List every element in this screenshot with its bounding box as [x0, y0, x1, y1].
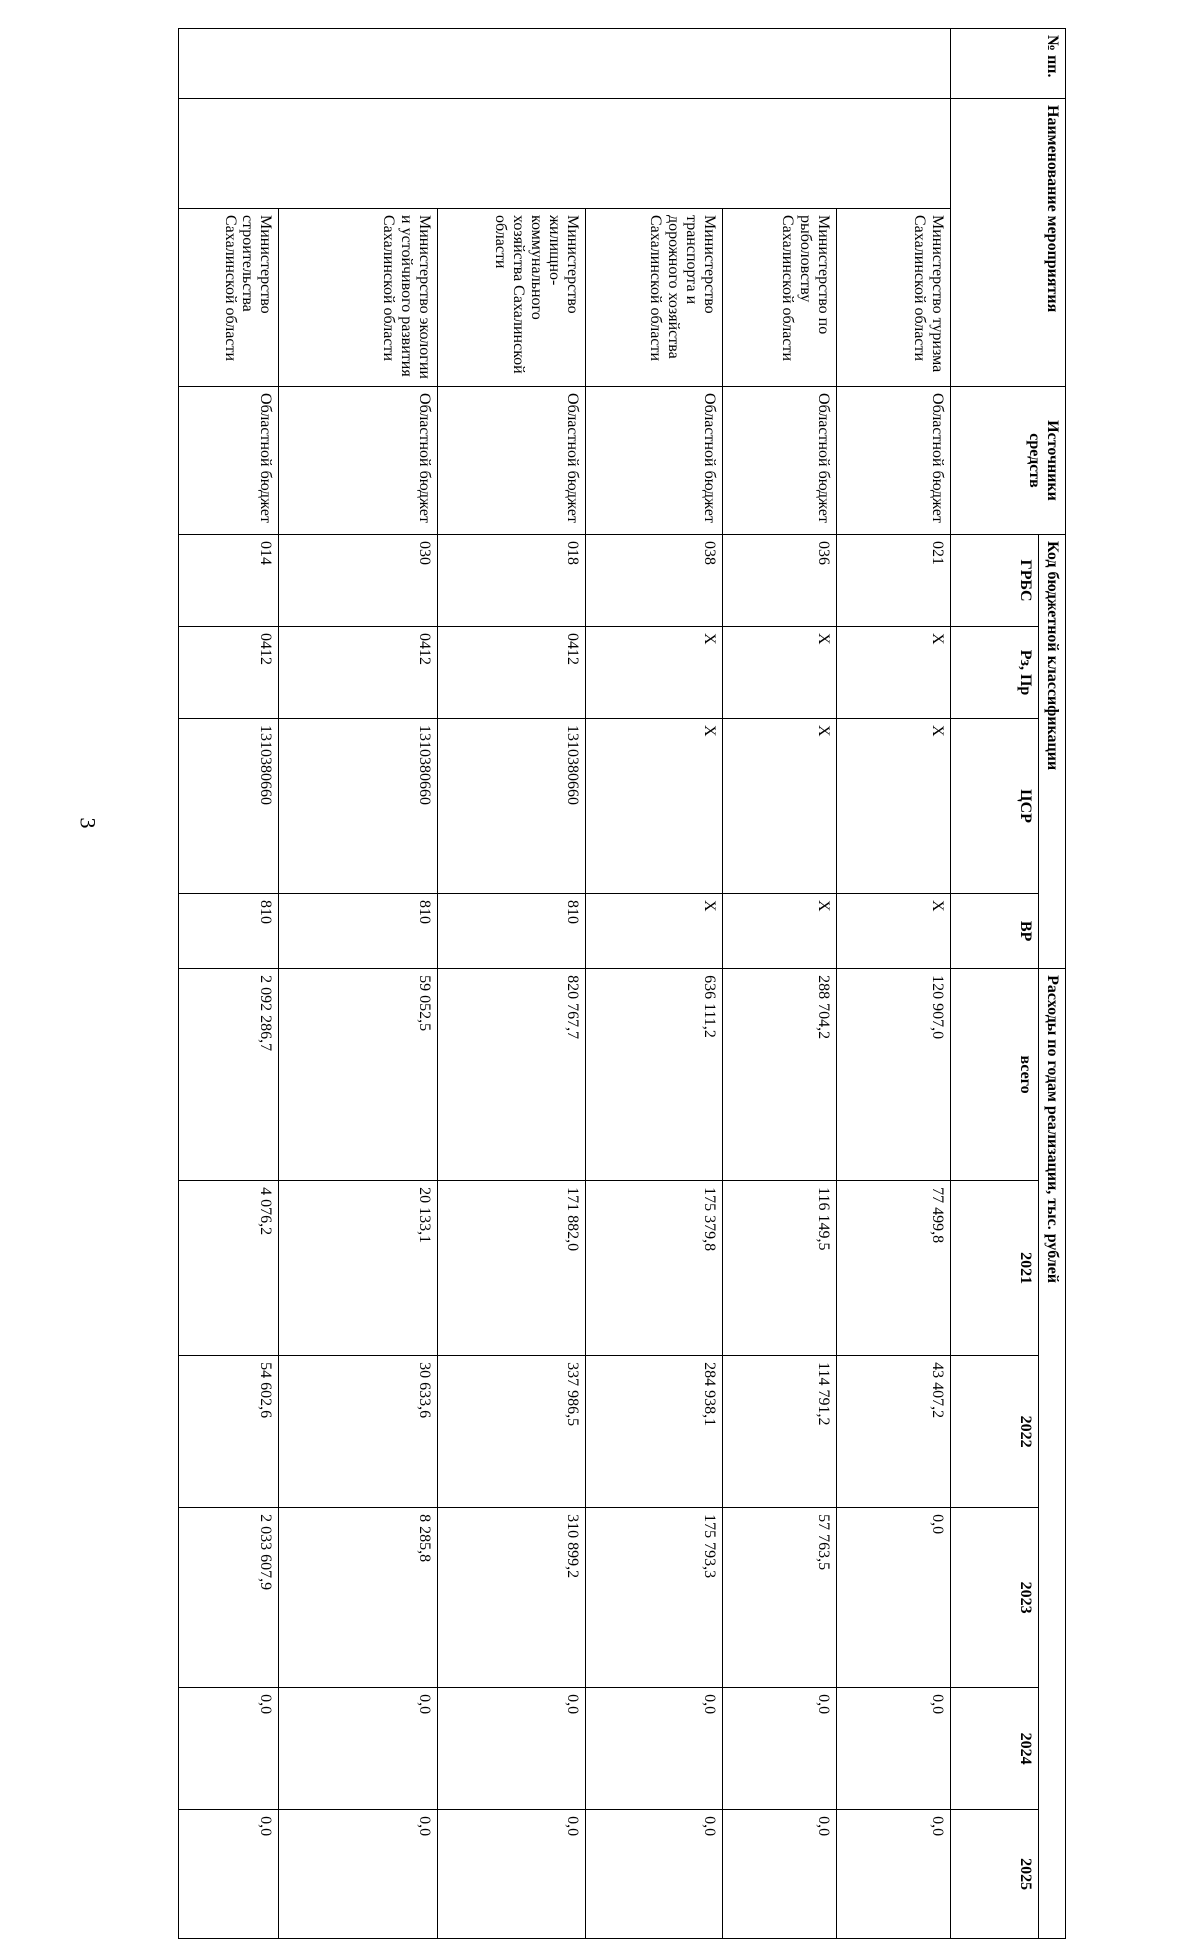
header-grbs: ГРБС: [951, 535, 1039, 627]
cell-vr: 810: [179, 894, 279, 969]
cell-2023: 57 763,5: [722, 1508, 836, 1688]
cell-rzpr: 0412: [279, 627, 437, 719]
cell-2021: 20 133,1: [279, 1181, 437, 1356]
cell-2022: 30 633,6: [279, 1356, 437, 1508]
cell-vr: X: [585, 894, 722, 969]
cell-2025: 0,0: [585, 1810, 722, 1939]
table-rotated-wrapper: [178, 28, 1066, 1891]
table-row: [837, 29, 951, 1939]
cell-vr: X: [722, 894, 836, 969]
cell-rzpr: X: [585, 627, 722, 719]
header-csr: ЦСР: [951, 719, 1039, 894]
header-no: № пп.: [951, 29, 1066, 99]
cell-ministry: Министерство по рыболовству Сахалинской области: [722, 209, 836, 387]
cell-rzpr: 0412: [437, 627, 585, 719]
cell-2025: 0,0: [722, 1810, 836, 1939]
cell-2024: 0,0: [585, 1688, 722, 1810]
cell-source: Областной бюджет: [437, 387, 585, 535]
header-2023: 2023: [951, 1508, 1039, 1688]
header-2022: 2022: [951, 1356, 1039, 1508]
table-row: [585, 29, 722, 1939]
cell-2024: 0,0: [722, 1688, 836, 1810]
cell-source: Областной бюджет: [279, 387, 437, 535]
cell-2022: 284 938,1: [585, 1356, 722, 1508]
cell-rzpr: 0412: [179, 627, 279, 719]
cell-grbs: 030: [279, 535, 437, 627]
cell-2023: 2 033 607,9: [179, 1508, 279, 1688]
cell-2025: 0,0: [437, 1810, 585, 1939]
header-2025: 2025: [951, 1810, 1039, 1939]
cell-2025: 0,0: [179, 1810, 279, 1939]
cell-ministry: Министерство экологии и устойчивого развития Сахалинской области: [279, 209, 437, 387]
cell-2022: 337 986,5: [437, 1356, 585, 1508]
cell-rzpr: X: [722, 627, 836, 719]
cell-2021: 116 149,5: [722, 1181, 836, 1356]
cell-vr: X: [837, 894, 951, 969]
cell-2023: 8 285,8: [279, 1508, 437, 1688]
cell-2021: 175 379,8: [585, 1181, 722, 1356]
cell-csr: 1310380660: [437, 719, 585, 894]
cell-total: 820 767,7: [437, 969, 585, 1181]
cell-2024: 0,0: [837, 1688, 951, 1810]
cell-csr: 1310380660: [179, 719, 279, 894]
cell-vr: 810: [437, 894, 585, 969]
cell-total: 2 092 286,7: [179, 969, 279, 1181]
cell-vr: 810: [279, 894, 437, 969]
cell-csr: X: [722, 719, 836, 894]
cell-total: 120 907,0: [837, 969, 951, 1181]
budget-table: [178, 28, 1066, 1939]
header-code-group: Код бюджетной классификации: [1039, 535, 1066, 969]
cell-2021: 77 499,8: [837, 1181, 951, 1356]
cell-2025: 0,0: [837, 1810, 951, 1939]
cell-ministry: Министерство строительства Сахалинской области: [179, 209, 279, 387]
table-row: [722, 29, 836, 1939]
header-exp-group: Расходы по годам реализации, тыс. рублей: [1039, 969, 1066, 1939]
cell-total: 288 704,2: [722, 969, 836, 1181]
cell-2022: 43 407,2: [837, 1356, 951, 1508]
cell-grbs: 014: [179, 535, 279, 627]
cell-csr: 1310380660: [279, 719, 437, 894]
cell-csr: X: [837, 719, 951, 894]
cell-no: [179, 29, 951, 99]
cell-2024: 0,0: [437, 1688, 585, 1810]
cell-2021: 4 076,2: [179, 1181, 279, 1356]
cell-2022: 54 602,6: [179, 1356, 279, 1508]
cell-ministry: Министерство туризма Сахалинской области: [837, 209, 951, 387]
cell-rzpr: X: [837, 627, 951, 719]
cell-total: 59 052,5: [279, 969, 437, 1181]
header-2021: 2021: [951, 1181, 1039, 1356]
table-row: [437, 29, 585, 1939]
cell-source: Областной бюджет: [179, 387, 279, 535]
cell-2025: 0,0: [279, 1810, 437, 1939]
table-row: [279, 29, 437, 1939]
cell-grbs: 021: [837, 535, 951, 627]
header-source: Источники средств: [951, 387, 1066, 535]
page-number: 3: [75, 817, 101, 829]
cell-2024: 0,0: [179, 1688, 279, 1810]
cell-total: 636 111,2: [585, 969, 722, 1181]
header-rzpr: Рз, Пр: [951, 627, 1039, 719]
header-vr: ВР: [951, 894, 1039, 969]
table-rotated: [178, 28, 1066, 1891]
cell-2021: 171 882,0: [437, 1181, 585, 1356]
cell-csr: X: [585, 719, 722, 894]
table-row: [179, 29, 279, 1939]
cell-source: Областной бюджет: [837, 387, 951, 535]
cell-2023: 175 793,3: [585, 1508, 722, 1688]
cell-2023: 310 899,2: [437, 1508, 585, 1688]
cell-grbs: 018: [437, 535, 585, 627]
header-total: всего: [951, 969, 1039, 1181]
cell-grbs: 038: [585, 535, 722, 627]
header-2024: 2024: [951, 1688, 1039, 1810]
cell-ministry: Министерство жилищно-коммунального хозяйства Сахалинской области: [437, 209, 585, 387]
cell-measure-name: [179, 99, 951, 209]
cell-source: Областной бюджет: [585, 387, 722, 535]
cell-2024: 0,0: [279, 1688, 437, 1810]
cell-2023: 0,0: [837, 1508, 951, 1688]
cell-source: Областной бюджет: [722, 387, 836, 535]
cell-ministry: Министерство транспорта и дорожного хозяйства Сахалинской области: [585, 209, 722, 387]
header-name: Наименование мероприятия: [951, 99, 1066, 387]
cell-grbs: 036: [722, 535, 836, 627]
cell-2022: 114 791,2: [722, 1356, 836, 1508]
